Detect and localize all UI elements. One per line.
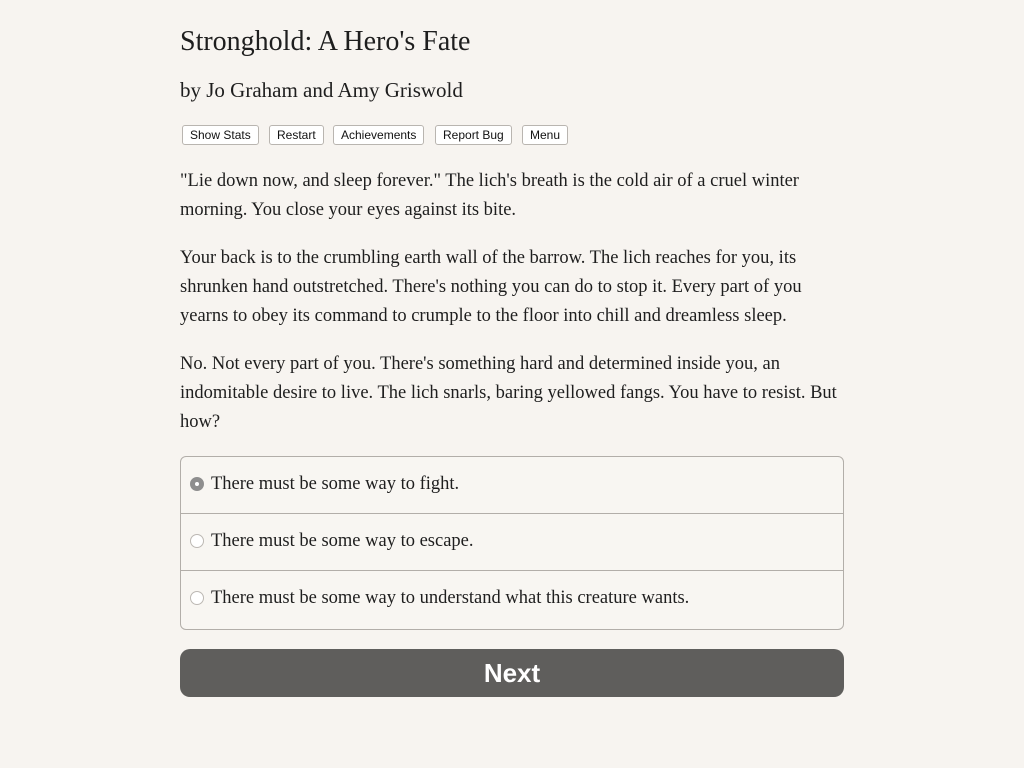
restart-button[interactable]: Restart <box>269 125 324 145</box>
choice-label: There must be some way to fight. <box>211 474 460 494</box>
game-title: Stronghold: A Hero's Fate <box>180 26 471 57</box>
radio-button[interactable] <box>190 534 204 548</box>
choice-label: There must be some way to escape. <box>211 531 474 551</box>
next-button[interactable]: Next <box>180 649 844 697</box>
story-paragraph: Your back is to the crumbling earth wall of the barrow. The lich reaches for you, its shrunken hand outstretched. There's nothing you can do to stop it. Every part of you yearns to obey its command to crumple to the floor into chill and dreamless sleep. <box>180 248 802 326</box>
game-author: by Jo Graham and Amy Griswold <box>180 78 463 102</box>
story-paragraph: "Lie down now, and sleep forever." The lich's breath is the cold air of a cruel winter morning. You close your eyes against its bite. <box>180 171 799 220</box>
choice-option-understand[interactable] <box>181 571 843 629</box>
choice-label: There must be some way to understand what this creature wants. <box>211 588 690 608</box>
report-bug-button[interactable]: Report Bug <box>435 125 512 145</box>
story-paragraph: No. Not every part of you. There's something hard and determined inside you, an indomitable desire to live. The lich snarls, baring yellowed fangs. You have to resist. But how? <box>180 354 837 432</box>
radio-button-selected[interactable] <box>190 477 204 491</box>
radio-button[interactable] <box>190 591 204 605</box>
choice-option-fight[interactable] <box>181 457 843 514</box>
choice-list <box>180 456 844 630</box>
achievements-button[interactable]: Achievements <box>333 125 424 145</box>
menu-button[interactable]: Menu <box>522 125 568 145</box>
show-stats-button[interactable]: Show Stats <box>182 125 259 145</box>
story-text <box>180 167 844 456</box>
choice-option-escape[interactable] <box>181 514 843 571</box>
